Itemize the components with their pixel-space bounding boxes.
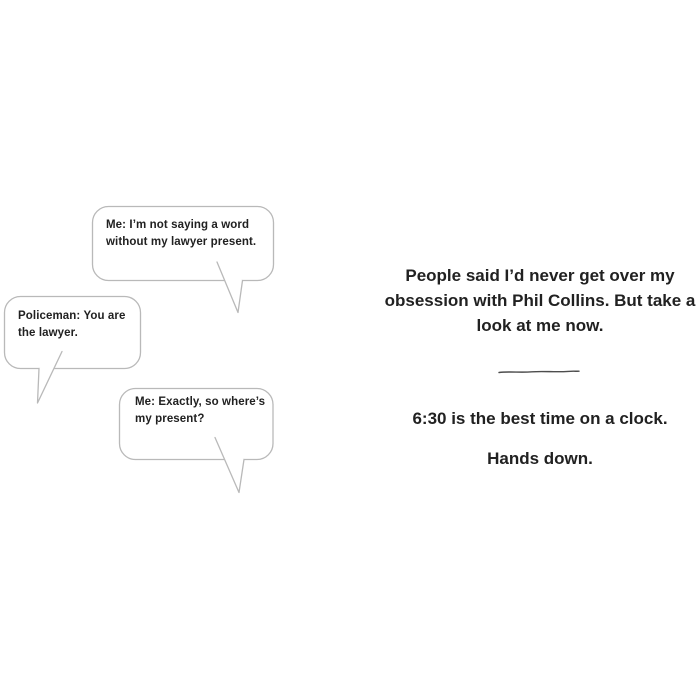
hand-drawn-divider-line <box>498 368 580 376</box>
speech-bubble-3-text <box>135 394 265 428</box>
speech-bubble-2-line-1: Policeman: You are <box>18 310 126 322</box>
phil-collins-joke-line-3: look at me now. <box>476 316 604 335</box>
phil-collins-joke-line-2: obsession with Phil Collins. But take a <box>384 291 696 310</box>
phil-collins-joke-line-1: People said I’d never get over my <box>405 266 675 285</box>
speech-bubble-2-line-2: the lawyer. <box>18 327 78 339</box>
speech-bubble-1-line-2: without my lawyer present. <box>106 236 257 248</box>
speech-bubble-3-line-1: Me: Exactly, so where’s <box>135 396 266 408</box>
speech-bubble-2-text <box>18 308 125 342</box>
clock-joke-text: 6:30 is the best time on a clock. <box>412 409 668 428</box>
speech-bubble-1-text <box>106 217 256 251</box>
clock-joke-punchline: Hands down. <box>487 449 593 468</box>
speech-bubble-3-line-2: my present? <box>135 413 205 425</box>
speech-bubble-1-line-1: Me: I’m not saying a word <box>106 219 250 231</box>
phil-collins-joke-text <box>370 263 700 338</box>
